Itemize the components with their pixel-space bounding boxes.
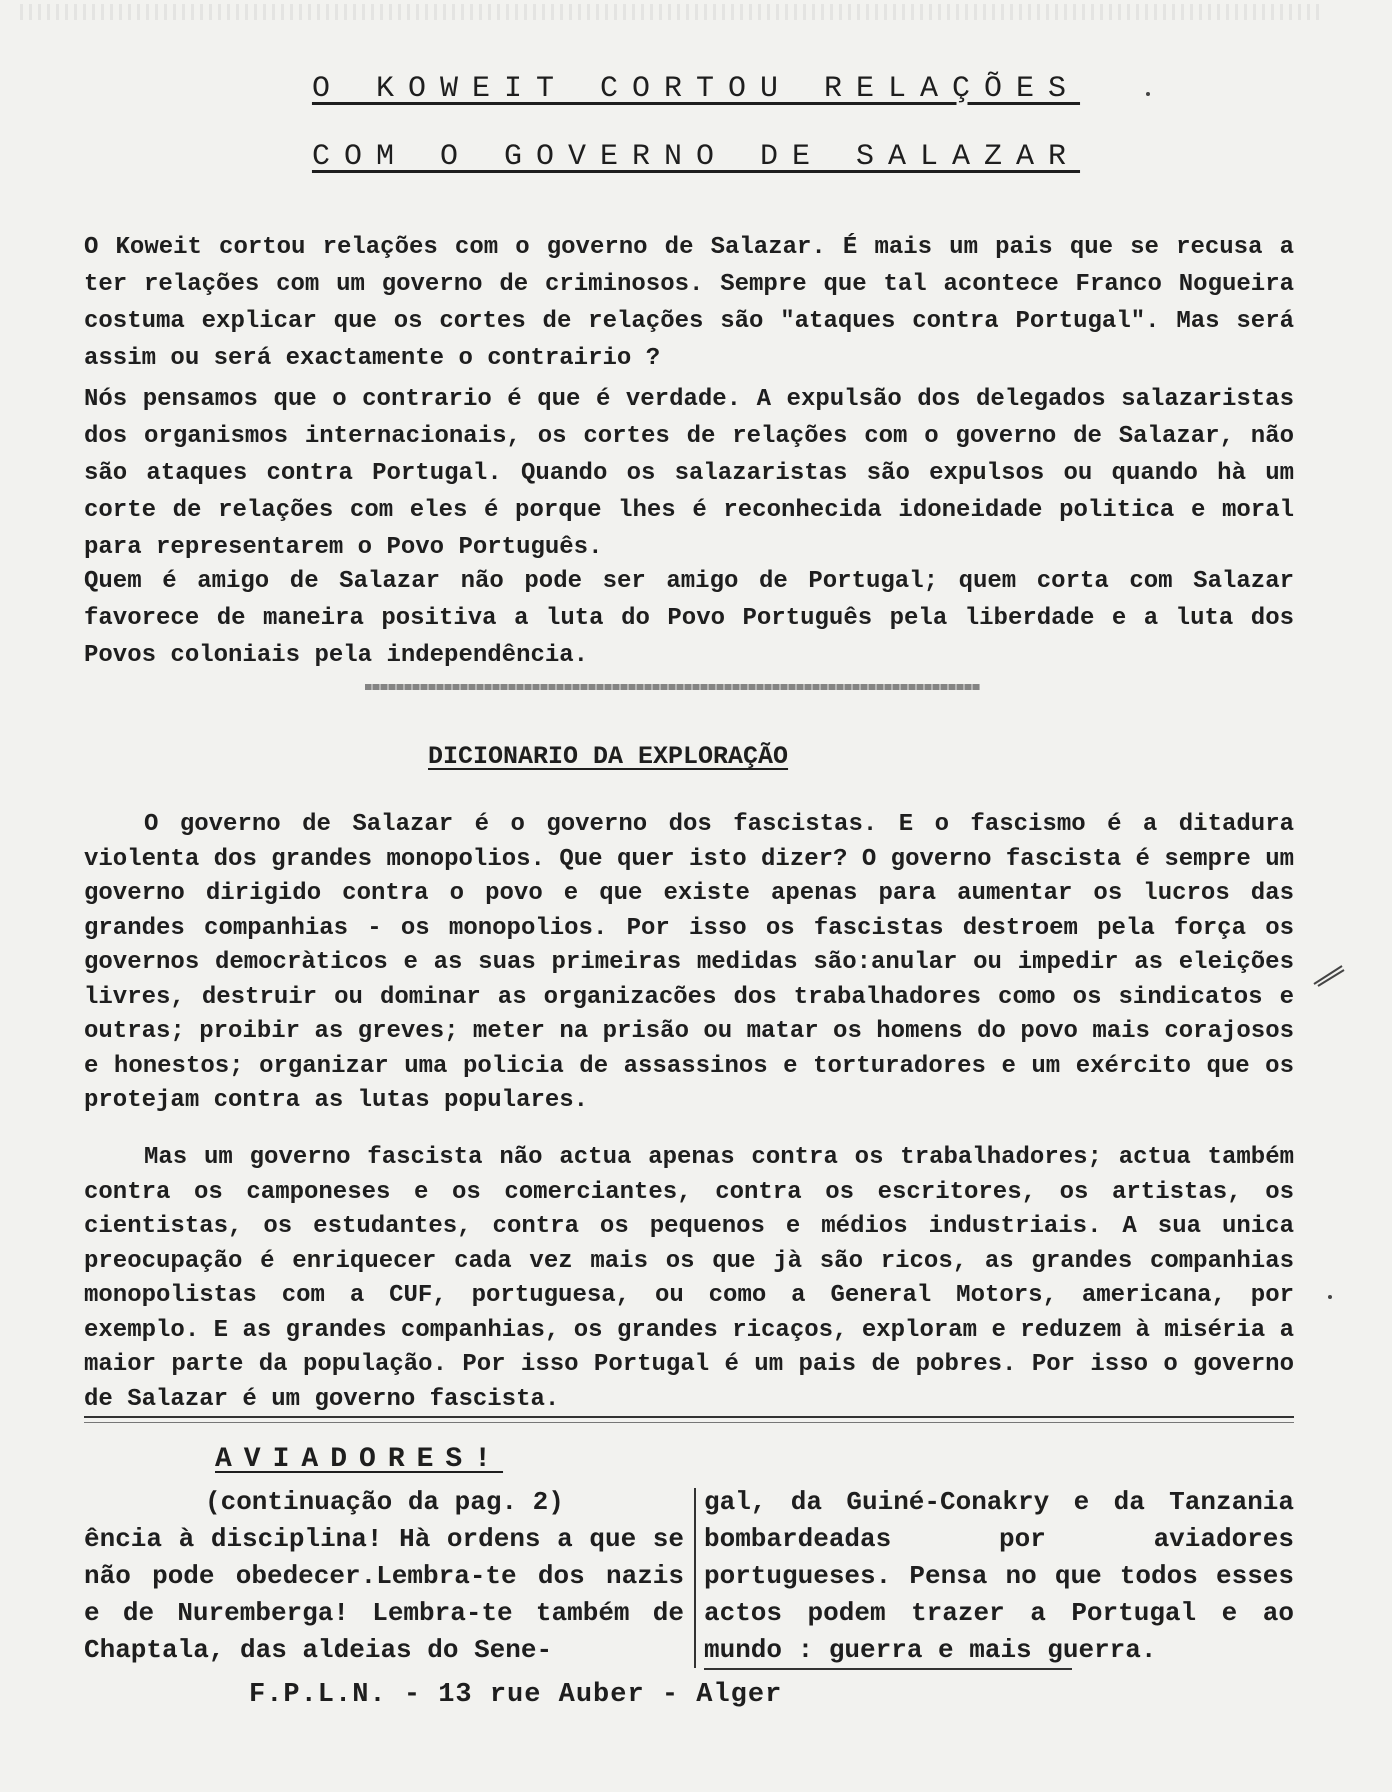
article3-left-column [84,1484,684,1669]
article3-title: AVIADORES! [215,1444,504,1475]
continuation-note: (continuação da pag. 2) [205,1487,564,1517]
article2-paragraph2: Mas um governo fascista não actua apenas contra os trabalhadores; actua também contra os camponeses e os comerciantes, contra os escritores, os artistas, os cientistas, os estudantes, contra os pequenos e médios industriais. A sua unica preocupação é enriquecer cada vez mais os que jà são ricos, as grandes companhias monopolistas com a CUF, portuguesa, ou como a General Motors, americana, por exemplo. E as grandes companhias, os grandes ricaços, exploram e reduzem à miséria a maior parte da população. Por isso Portugal é um pais de pobres. Por isso o governo de Salazar é um governo fascista. [84,1144,1294,1413]
article1-paragraph1: O Koweit cortou relações com o governo de Salazar. É mais um pais que se recusa a ter relações com um governo de criminosos. Sempre que tal acontece Franco Nogueira costuma explicar que os cortes de relações são "ataques contra Portugal". Mas será assim ou será exactamente o contrairio ? [84,234,1294,372]
ink-speck [1146,92,1150,96]
scan-noise [20,4,1320,20]
footer-address: F.P.L.N. - 13 rue Auber - Alger [249,1680,783,1710]
article3-left-text: ência à disciplina! Hà ordens a que se não pode obedecer.Lembra-te dos nazis e de Nuremberga! Lembra-te também de Chaptala, das aldeias do Sene- [84,1524,684,1665]
article1-paragraph3: Quem é amigo de Salazar não pode ser amigo de Portugal; quem corta com Salazar favorece de maneira positiva a luta do Povo Português pela liberdade e a luta dos Povos coloniais pela independência. [84,568,1294,669]
divider-rule-thin [84,1422,1294,1423]
article2-paragraph1: O governo de Salazar é o governo dos fascistas. E o fascismo é a ditadura violenta dos grandes monopolios. Que quer isto dizer? O governo fascista é sempre um governo dirigido contra o povo e que existe apenas para aumentar os lucros das grandes companhias - os monopolios. Por isso os fascistas destroem pela força os governos democràticos e as suas primeiras medidas são:anular ou impedir as eleições livres, destruir ou dominar as organizacões dos trabalhadores como os sindicatos e outras; proibir as greves; meter na prisão ou matar os homens do povo mais corajosos e honestos; organizar uma policia de assassinos e torturadores e um exército que os protejam contra as lutas populares. [84,811,1294,1114]
section-separator [365,684,980,690]
article2-title: DICIONARIO DA EXPLORAÇÃO [428,742,789,771]
closing-rule [704,1668,1072,1670]
divider-rule [84,1416,1294,1418]
main-title-line1: O KOWEIT CORTOU RELAÇÕES [311,72,1081,106]
article1-paragraph2: Nós pensamos que o contrario é que é verdade. A expulsão dos delegados salazaristas dos organismos internacionais, os cortes de relações com o governo de Salazar, não são ataques contra Portugal. Quando os salazaristas são expulsos ou quando hà um corte de relações com eles é porque lhes é reconhecida idoneidade politica e moral para representarem o Povo Português. [84,386,1294,561]
ink-speck [1328,1295,1332,1299]
article3-right-text: gal, da Guiné-Conakry e da Tanzania bombardeadas por aviadores portugueses. Pensa no que todos esses actos podem trazer a Portugal e ao mundo : guerra e mais guerra. [704,1487,1294,1665]
pen-mark-icon [1312,960,1346,990]
article3-right-column [704,1484,1294,1669]
column-divider [694,1488,696,1668]
main-title-line2: COM O GOVERNO DE SALAZAR [311,140,1081,174]
